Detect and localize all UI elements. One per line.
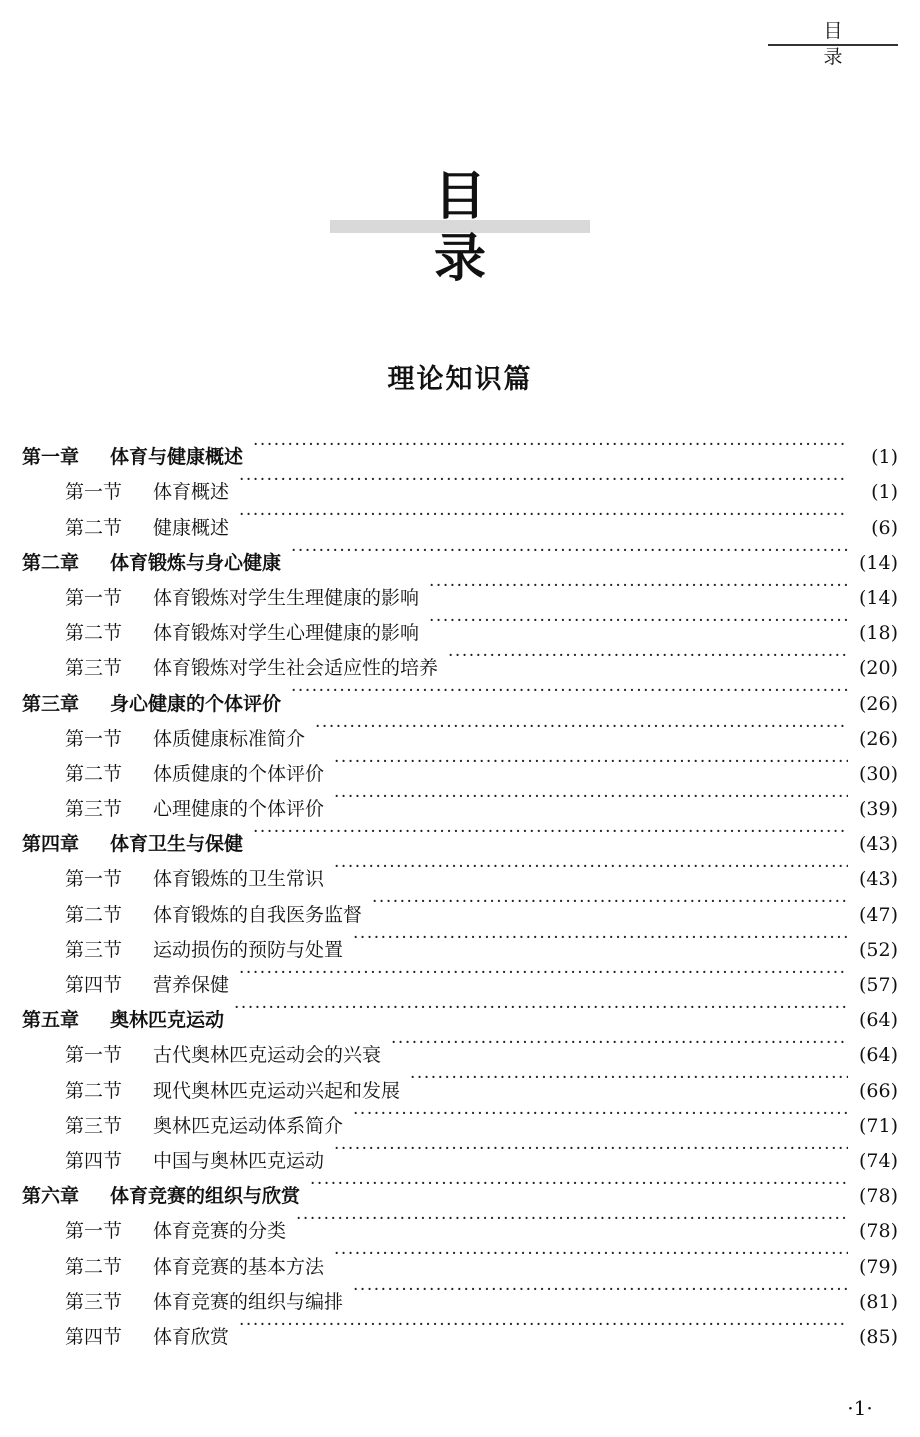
page-reference: (26) [858,727,898,750]
section-title: 中国与奥林匹克运动 [153,1149,325,1172]
running-header [768,18,898,68]
section-title: 古代奥林匹克运动会的兴衰 [153,1044,382,1067]
page-reference: (79) [858,1255,898,1278]
section-title: 体育锻炼对学生生理健康的影响 [153,586,420,609]
section-label: 第四节 [65,974,123,996]
page-reference: (66) [858,1079,898,1102]
dot-leader [251,428,848,463]
dot-leader [332,780,848,815]
page-reference: (71) [858,1114,898,1137]
chapter-title: 体育竞赛的组织与欣赏 [110,1185,301,1208]
chapter-title: 体育卫生与保健 [110,833,244,856]
section-label: 第一节 [65,1220,123,1243]
dot-leader [351,1273,848,1308]
dot-leader [232,991,848,1026]
page-reference: (43) [858,868,898,891]
dot-leader [237,498,848,533]
table-of-contents [22,428,898,1348]
chapter-title: 奥林匹克运动 [110,1009,225,1032]
dot-leader [289,534,848,569]
page-reference: (78) [858,1220,898,1243]
dot-leader [427,569,848,604]
chapter-title: 身心健康的个体评价 [110,692,282,715]
page-reference: (85) [858,1325,898,1348]
dot-leader [332,1237,848,1272]
dot-leader [332,1132,848,1167]
section-title: 奥林匹克运动体系简介 [153,1114,344,1137]
page-reference: (52) [858,938,898,961]
section-title: 健康概述 [153,516,230,539]
section-label: 第二节 [65,516,123,539]
part-title: 理论知识篇 [387,364,533,395]
chapter-title: 体育与健康概述 [110,446,244,469]
section-label: 第二节 [65,762,123,785]
page-reference: (1) [871,446,898,469]
dot-leader [332,745,848,780]
chapter-title: 体育锻炼与身心健康 [110,551,282,574]
page-reference: (57) [858,974,898,996]
page-reference: (18) [858,622,898,645]
section-label: 第四节 [65,1149,123,1172]
dot-leader [313,710,848,745]
page-reference: (74) [858,1149,898,1172]
page-reference: (81) [858,1290,898,1313]
section-title: 体育锻炼对学生心理健康的影响 [153,622,420,645]
section-label: 第一节 [65,481,123,504]
page-reference: (43) [858,833,898,856]
chapter-label: 第六章 [22,1185,80,1208]
section-title: 体育锻炼的自我医务监督 [153,903,363,926]
section-label: 第三节 [65,798,123,821]
dot-leader [351,1097,848,1132]
section-title: 体育锻炼的卫生常识 [153,868,325,891]
section-label: 第一节 [65,868,123,891]
section-label: 第三节 [65,657,123,680]
section-title: 体质健康标准简介 [153,727,306,750]
page-reference: (64) [858,1009,898,1032]
page-reference: (1) [871,481,898,504]
dot-leader [351,921,848,956]
page-reference: (64) [858,1044,898,1067]
section-label: 第三节 [65,1290,123,1313]
section-title: 现代奥林匹克运动兴起和发展 [153,1079,401,1102]
page-reference: (20) [858,657,898,680]
chapter-label: 第三章 [22,692,80,715]
dot-leader [389,1026,848,1061]
section-label: 第二节 [65,1255,123,1278]
dot-leader [294,1202,848,1237]
page-reference: (26) [858,692,898,715]
toc-chapter-row[interactable] [22,428,898,469]
section-title: 体质健康的个体评价 [153,762,325,785]
section-title: 营养保健 [153,974,230,996]
page-reference: (47) [858,903,898,926]
page-reference: (78) [858,1185,898,1208]
section-label: 第一节 [65,586,123,609]
page-reference: (39) [858,798,898,821]
section-title: 体育竞赛的基本方法 [153,1255,325,1278]
dot-leader [408,1061,848,1096]
section-title: 体育欣赏 [153,1325,230,1348]
section-label: 第二节 [65,1079,123,1102]
page-reference: (30) [858,762,898,785]
chapter-label: 第二章 [22,551,80,574]
section-title: 体育概述 [153,481,230,504]
section-label: 第一节 [65,727,123,750]
dot-leader [251,815,848,850]
running-header-text: 目 录 [823,20,867,68]
dot-leader [237,463,848,498]
page-reference: (6) [871,516,898,539]
page-number: ·1· [847,1396,873,1420]
page-reference: (14) [858,586,898,609]
section-label: 第一节 [65,1044,123,1067]
chapter-label: 第五章 [22,1009,80,1032]
section-label: 第三节 [65,1114,123,1137]
section-label: 第三节 [65,938,123,961]
dot-leader [370,885,848,920]
page-title: 目录 [433,166,562,289]
chapter-label: 第四章 [22,833,80,856]
dot-leader [332,850,848,885]
dot-leader [446,639,848,674]
chapter-label: 第一章 [22,446,80,469]
dot-leader [308,1167,848,1202]
section-label: 第二节 [65,622,123,645]
section-label: 第二节 [65,903,123,926]
dot-leader [237,1308,848,1343]
section-title: 体育竞赛的分类 [153,1220,287,1243]
section-title: 运动损伤的预防与处置 [153,938,344,961]
section-title: 体育竞赛的组织与编排 [153,1290,344,1313]
section-label: 第四节 [65,1325,123,1348]
dot-leader [289,674,848,709]
dot-leader [427,604,848,639]
page-reference: (14) [858,551,898,574]
section-title: 体育锻炼对学生社会适应性的培养 [153,657,439,680]
section-title: 心理健康的个体评价 [153,798,325,821]
dot-leader [237,956,848,991]
